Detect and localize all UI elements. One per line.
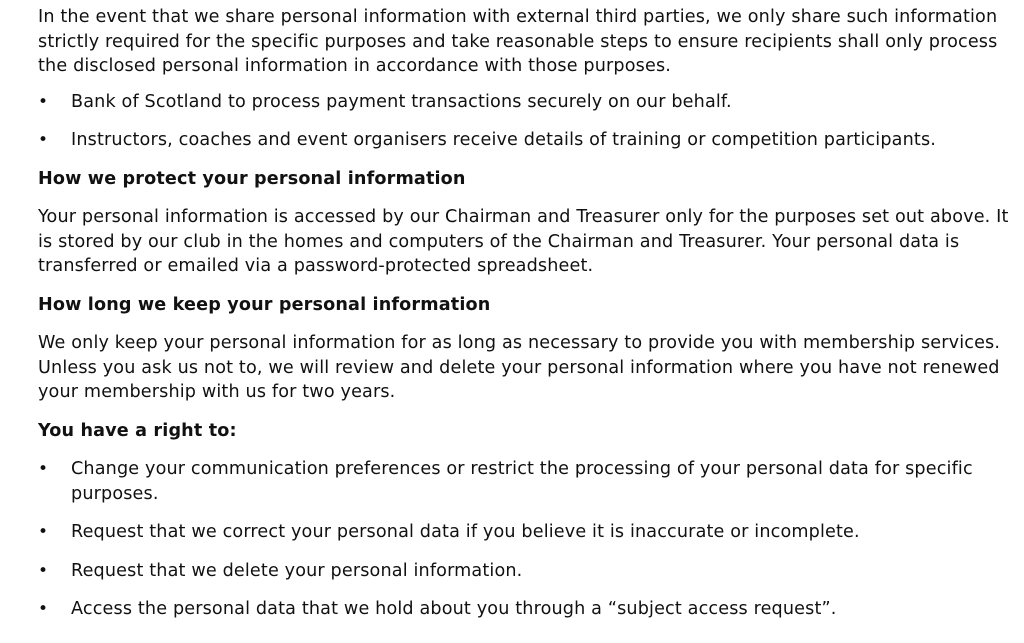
list-item-text: Access the personal data that we hold about you through a “subject access request”.: [71, 599, 837, 619]
list-item: [38, 457, 1016, 506]
list-item-text: Bank of Scotland to process payment transactions securely on our behalf.: [71, 91, 732, 112]
list-item: [38, 128, 1016, 153]
rights-heading: You have a right to:: [38, 420, 237, 441]
bullet-icon: •: [38, 560, 49, 581]
list-item-text: Instructors, coaches and event organisers receive details of training or competition participants.: [71, 130, 937, 150]
third-party-list: [38, 90, 1016, 153]
retention-heading: How long we keep your personal information: [38, 294, 491, 315]
bullet-icon: •: [38, 91, 49, 112]
protect-paragraph: Your personal information is accessed by our Chairman and Treasurer only for the purposes set out above. It is stored by our club in the homes and computers of the Chairman and Treasurer. Your personal data is transferred or emailed via a password-protected spreadsheet.: [38, 207, 1009, 276]
rights-list: [38, 457, 1016, 622]
bullet-icon: •: [38, 459, 49, 479]
list-item-text: Request that we delete your personal information.: [71, 560, 523, 581]
list-item-text: Request that we correct your personal data if you believe it is inaccurate or incomplete.: [71, 522, 860, 542]
protect-heading: How we protect your personal information: [38, 168, 466, 189]
intro-paragraph: In the event that we share personal information with external third parties, we only share such information strictly required for the specific purposes and take reasonable steps to ensure recipients shall only process the disclosed personal information in accordance with those purposes.: [38, 7, 998, 76]
list-item: [38, 520, 1016, 545]
bullet-icon: •: [38, 130, 49, 150]
retention-paragraph: We only keep your personal information for as long as necessary to provide you with membership services. Unless you ask us not to, we will review and delete your personal information where you have not renewed your membership with us for two years.: [38, 333, 1001, 402]
bullet-icon: •: [38, 522, 49, 542]
list-item-text: Change your communication preferences or restrict the processing of your personal data for specific purposes.: [71, 459, 973, 504]
list-item: [38, 559, 1016, 584]
list-item: [38, 90, 1016, 115]
list-item: [38, 597, 1016, 622]
bullet-icon: •: [38, 599, 49, 619]
